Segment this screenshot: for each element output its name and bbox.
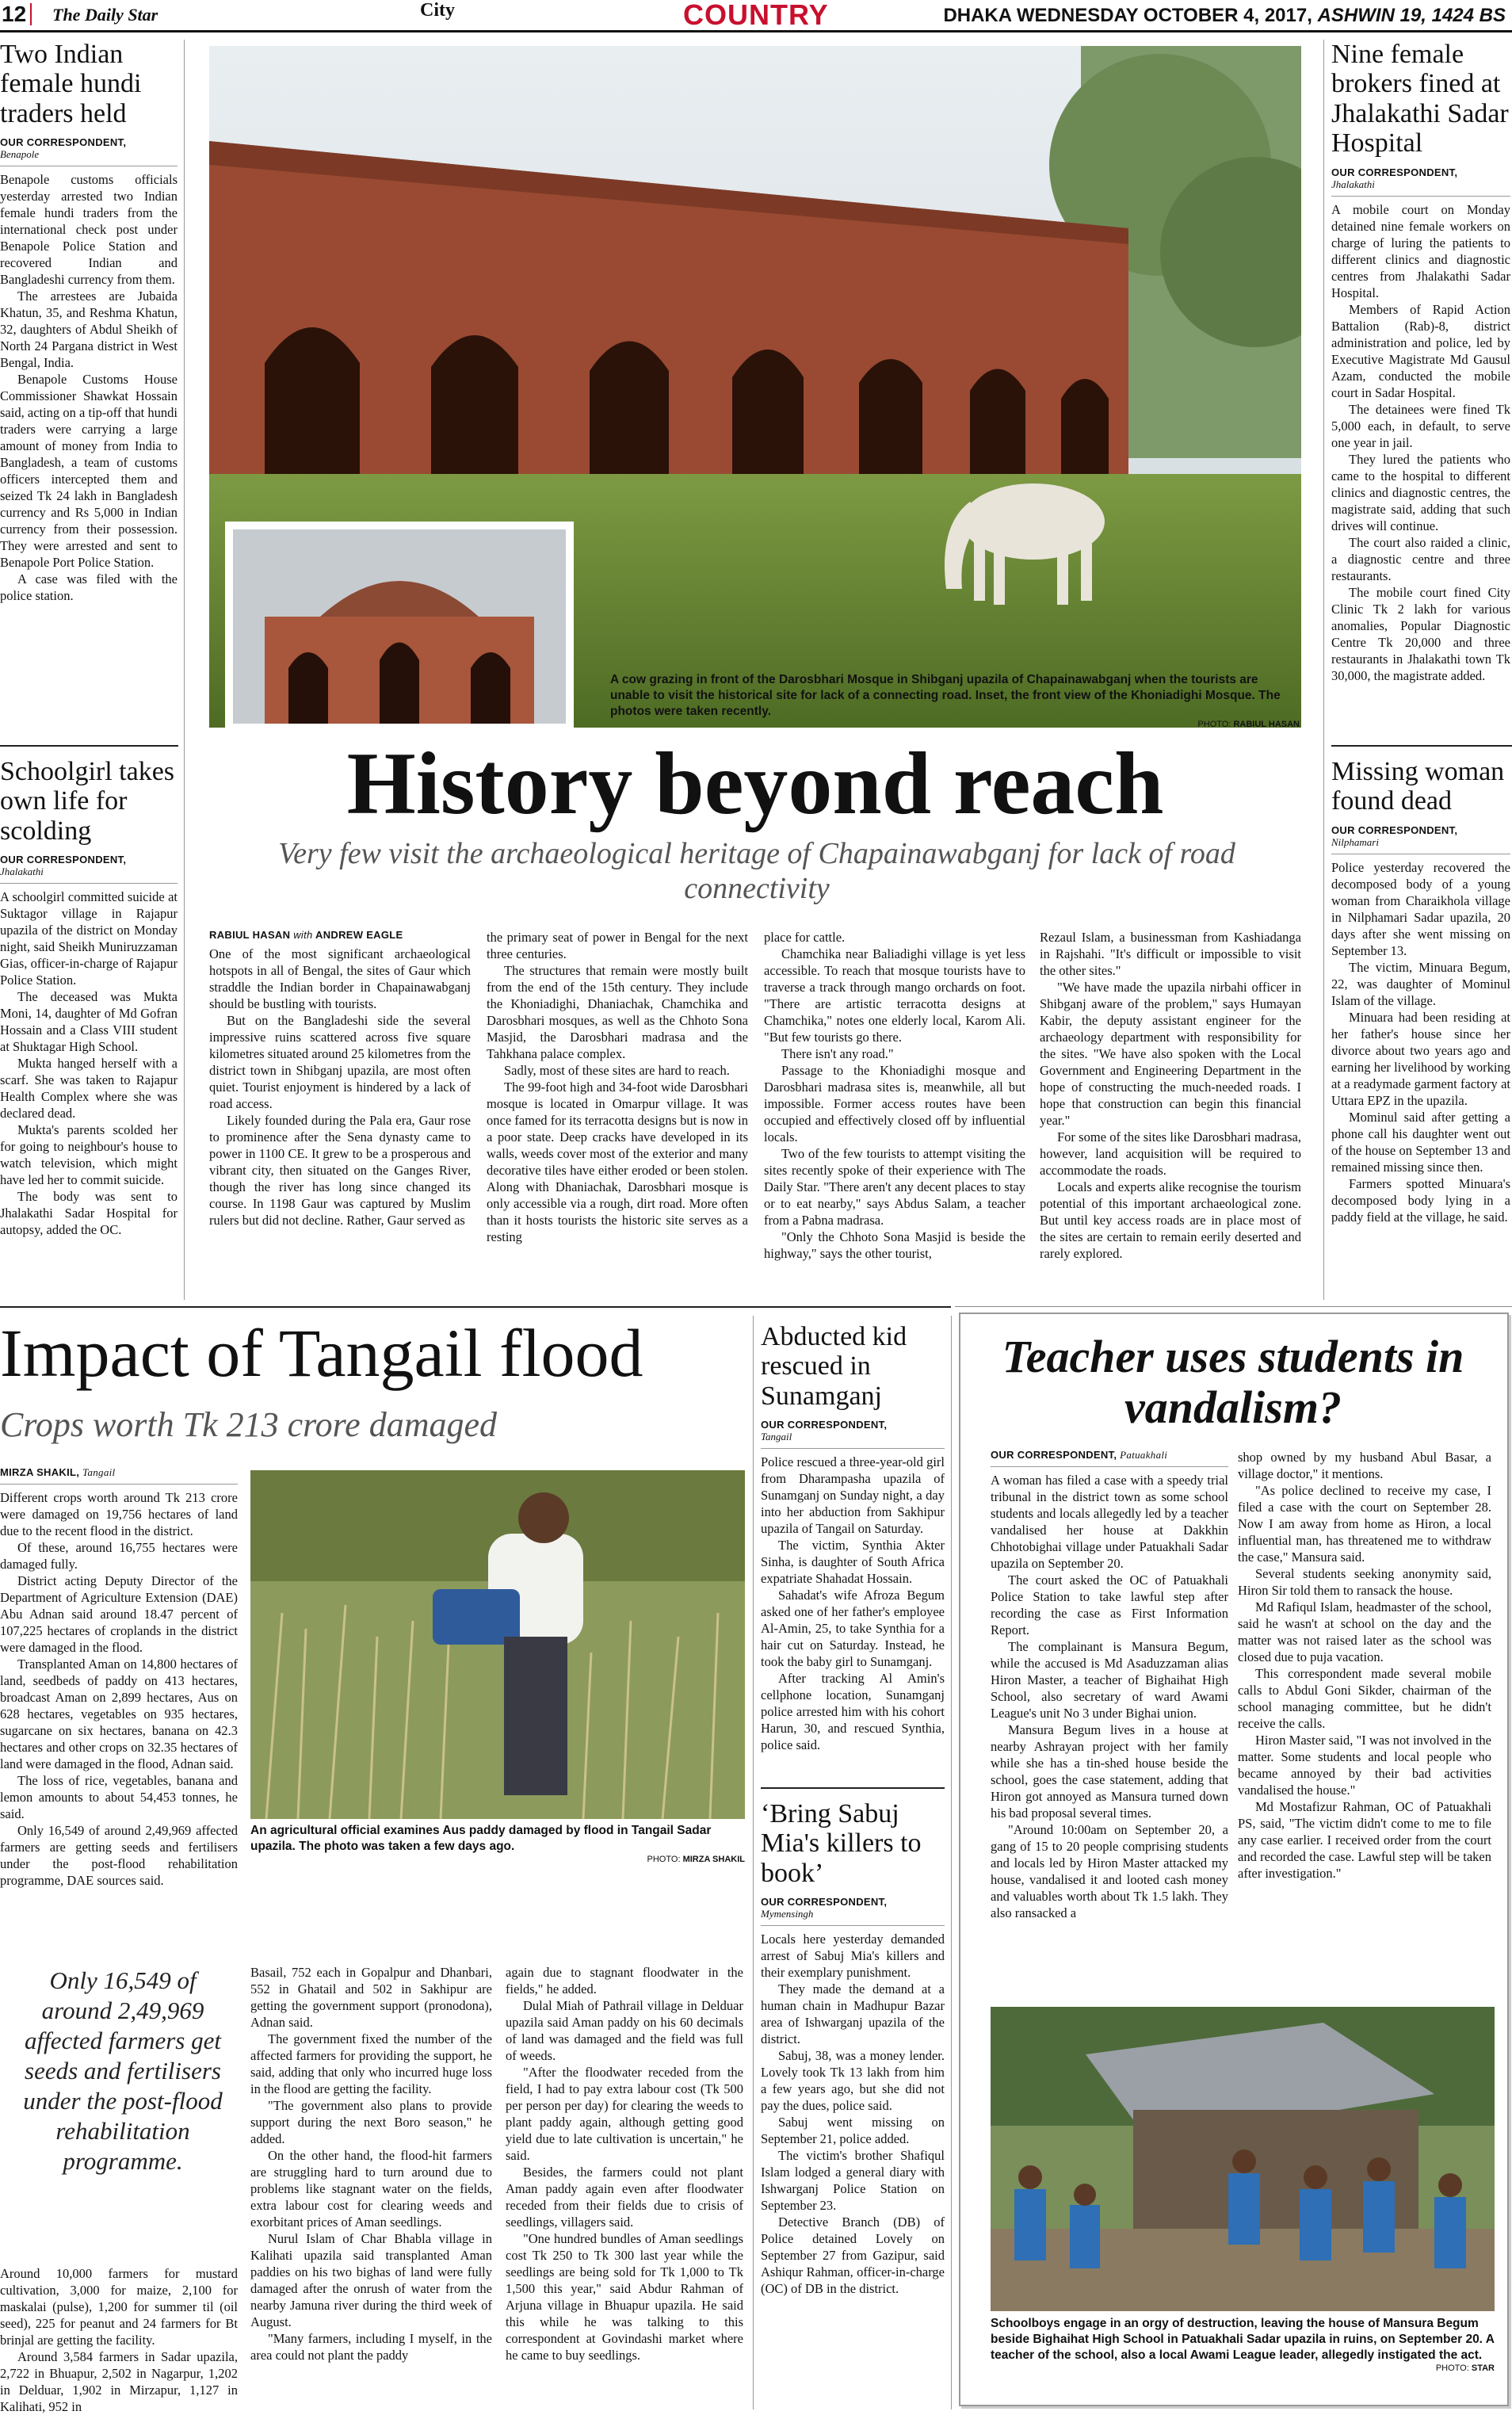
flood-photo-caption: An agricultural official examines Aus paddy damaged by flood in Tangail Sadar upazila. The photo was taken a few days ago. PHOTO: MIRZA SHAKIL bbox=[250, 1824, 745, 1864]
photo-credit: PHOTO: RABIUL HASAN bbox=[1197, 720, 1300, 729]
flood-column-3: again due to stagnant floodwater in the fields," he added. Dulal Miah of Pathrail village in Delduar upazila said Aman paddy on his 60 decimals of land was damaged and the field was full of weeds. "After the floodwater receded from the field, I had to pay extra labour cost (Tk 500 per person per day) for clearing the weeds to plant paddy again, although getting good yield due to late cultivation is uncertain," he said. Besides, the farmers could not plant Aman paddy again even after floodwater receded from their fields due to crisis of seedlings, villagers said. "One hundred bundles of Aman seedlings cost Tk 250 to Tk 300 last year while the seedlings are being sold for Tk 1,000 to Tk 1,500 this year," said Abdur Rahman of Arjuna village in Bhuapur upazila. He said this while he was talking to this correspondent at Govindashi market where he came to buy seedlings. bbox=[506, 1965, 743, 2363]
main-subheadline: Very few visit the archaeological heritage of Chapainawabganj for lack of road connectivity bbox=[278, 837, 1235, 905]
dateline: Tangail bbox=[761, 1431, 792, 1443]
history-column-2: the primary seat of power in Bengal for the next three centuries. The structures that remain were mostly built from the end of the 15th century. They include the Khoniadighi, Dhaniachak, Chamchika and Darosbhari mosques, as well as the Chhoto Sona Masjid, the Darosbhari madrasa and the Tahkhana palace complex. Sadly, most of these sites are hard to reach. The 99-foot high and 34-foot wide Darosbhari mosque is located in Omarpur village. It was once famed for its terracotta designs but is now in a poor state. Deep cracks have developed in its walls, weeds cover most of the exterior and many decorative tiles have either eroded or been stolen. Along with Dhaniachak, Darosbhari mosque is only accessible via a rough, dirt road. More often than it hosts tourists the historic site serves as a resting bbox=[487, 930, 748, 1244]
paddy-photo-graphic bbox=[250, 1470, 745, 1819]
teacher-column-2: shop owned by my husband Abul Basar, a village doctor," it mentions. "As police declined to receive my case, I filed a case with the court on September 28. Now I am away from home as Hiron, a local influential man, has threatened me to withdraw the case," Mansura said. Several students seeking anonymity said, Hiron Sir told them to ransack the house. Md Rafiqul Islam, headmaster of the school, said he wasn't at school on the day and the matter was not raised later as the school was closed due to puja vacation. This correspondent made several mobile calls to Abdul Goni Sikder, chairman of the school managing committee, but he didn't receive the calls. Hiron Master said, "I was not involved in the matter. Some students and local people who became annoyed by their bad activities vandalised the house." Md Mostafizur Rahman, OC of Patuakhali PS, said, "The victim didn't come to me to file any case earlier. I received order from the court and recorded the case. Lawful step will be taken after investigation." bbox=[1238, 1450, 1491, 1881]
story-missing-woman bbox=[1331, 757, 1510, 1225]
vandalism-photo-graphic bbox=[991, 2007, 1495, 2311]
paper-name: The Daily Star bbox=[52, 5, 158, 25]
dateline: Mymensingh bbox=[761, 1908, 814, 1920]
story-schoolgirl bbox=[0, 757, 178, 1238]
byline: OUR CORRESPONDENT, bbox=[0, 136, 127, 149]
history-column-1: RABIUL HASAN with ANDREW EAGLE One of the most significant archaeological hotspots in all of Bengal, the sites of Gaur which straddle the Indian border in Chapainawabganj should be bustling with tourists. But on the Bangladeshi side the several impressive ruins scattered across five square kilometres situated around 25 kilometres from the district town in Shibganj upazila, are most often quiet. Tourist enjoyment is hindered by a lack of road access. Likely founded during the Pala era, Gaur rose to prominence after the Sena dynasty came to power in 1100 CE. It grew to be a prosperous and vibrant city, then situated on the Ganges River, though the river has long since changed its course. In 1198 Gaur was captured by Muslim rulers but did not decline. Rather, Gaur served as bbox=[209, 929, 471, 1228]
flood-column-1: MIRZA SHAKIL, Tangail Different crops worth around Tk 213 crore were damaged on 19,756 hectares of land due to the recent flood in the district. Of these, around 16,755 hectares were damaged fully. District acting Deputy Director of the Department of Agriculture Extension (DAE) Abu Adnan said around 18.47 percent of 107,225 hectares of croplands in the district were damaged in the flood. Transplanted Aman on 14,800 hectares of land, seedbeds of paddy on 413 hectares, broadcast Aman on 2,899 hectares, Aus on 628 hectares, vegetables on 935 hectares, sugarcane on six hectares, banana on 42.3 hectares and other crops on 32.35 hectares of land were damaged in the flood, Adnan said. The loss of rice, vegetables, banana and lemon amounts to about 54,453 tonnes, he said. Only 16,549 of around 2,49,969 affected farmers are getting seeds and fertilisers under the post-flood rehabilitation programme, DAE sources said. bbox=[0, 1466, 238, 1888]
section-label: COUNTRY bbox=[683, 0, 829, 31]
story-rule bbox=[0, 745, 178, 747]
story-abducted: Abducted kid rescued in Sunamganj OUR CORRESPONDENT, Tangail Police rescued a three-year-old girl from Dharampasha upazila of Sunamganj on Sunday night, a day into her abduction from Sakhipur upazila of Tangail on Saturday. The victim, Synthia Akter Sinha, is daughter of South Africa expatriate Shahadat Hossain. Sahadat's wife Afroza Begum asked one of her father's employee Al-Amin, 25, to take Synthia for a hair cut on Saturday. Instead, he took the baby girl to Sunamganj. After tracking Al Amin's cellphone location, Sunamganj police arrested him with his cohort Harun, 30, and rescued Synthia, police said. bbox=[761, 1322, 945, 1753]
photo-credit: PHOTO: STAR bbox=[1435, 2363, 1495, 2373]
story-hundi bbox=[0, 40, 178, 604]
story-body: A mobile court on Monday detained nine female workers on charge of luring the patients to different clinics and diagnostic centres from Jhalakathi Sadar Hospital. Members of Rapid Action Battalion (Rab)-8, district administration and police, led by Executive Magistrate Md Gausul Azam, conducted the mobile court in Sadar Hospital. The detainees were fined Tk 5,000 each, in default, to serve one year in jail. They lured the patients who came to the hospital to different clinics and diagnostic centres, the magistrate said, adding that such drives will continue. The court also raided a clinic, a diagnostic centre and three restaurants. The mobile court fined City Clinic Tk 2 lakh for various anomalies, Popular Diagnostic Centre Tk 20,000 and three restaurants in Jhalakathi town Tk 30,000, the magistrate added. bbox=[1331, 201, 1510, 683]
paddy-photo bbox=[250, 1470, 745, 1819]
headline: Missing woman found dead bbox=[1331, 757, 1505, 816]
story-brokers bbox=[1331, 40, 1510, 684]
flood-column-1-bottom: Around 10,000 farmers for mustard cultivation, 3,000 for maize, 2,100 for maskalai (pulse), 1,200 for summer til (oil seed), 225 for peanut and 24 farmers for Bt brinjal are getting the facility. Around 3,584 farmers in Sadar upazila, 2,722 in Bhuapur, 2,502 in Nagarpur, 1,202 in Delduar, 1,902 in Mirzapur, 1,127 in Kalihati, 952 in bbox=[0, 2266, 238, 2414]
main-headline: History beyond reach bbox=[346, 735, 1164, 833]
masthead bbox=[0, 0, 1512, 32]
story-sabuj: ‘Bring Sabuj Mia's killers to book’ OUR CORRESPONDENT, Mymensingh Locals here yesterday demanded arrest of Sabuj Mia's killers and their exemplary punishment. They made the demand at a human chain in Madhupur Bazar area of Ishwarganj upazila of the district. Sabuj, 38, was a money lender. Lovely took Tk 13 lakh from him a few years ago, but she did not pay the dues, police said. Sabuj went missing on September 21, police added. The victim's brother Shafiqul Islam lodged a general diary with Ishwarganj Police Station on September 23. Detective Branch (DB) of Police detained Lovely on September 27 from Gazipur, said Ashiqur Rahman, officer-in-charge (OC) of DB in the district. bbox=[761, 1799, 945, 2297]
byline: OUR CORRESPONDENT, bbox=[1331, 166, 1458, 178]
story-rule bbox=[1331, 745, 1512, 747]
teacher-column-1: OUR CORRESPONDENT, Patuakhali A woman has filed a case with a speedy trial tribunal in the district town as some school students and locals allegedly led by a teacher vandalised her house at Dakkhin Chhotobighai village under Patuakhali Sadar upazila on September 20. The court asked the OC of Patuakhali Police Station to take lawful step after recording the case as First Information Report. The complainant is Mansura Begum, while the accused is Md Asaduzzaman alias Hiron Master, a teacher of Bighaihat High School, also secretary of ward Awami League's unit No 3 under Bighai union. Mansura Begum lives in a house at nearby Ashrayan project with her family while she has a tin-shed house beside the school, goes the case statement, adding that Hiron got annoyed as Mansura turned down his bad proposal several times. "Around 10:00am on September 20, a gang of 15 to 20 people comprising students and locals led by Hiron Master attacked my house, vandalised it and looted cash money and valuables worth about Tk 1.5 lakh. They also ransacked a bbox=[991, 1449, 1228, 1920]
headline: Abducted kid rescued in Sunamganj bbox=[761, 1322, 907, 1411]
story-body: Benapole customs officials yesterday arrested two Indian female hundi traders from the international check post under Benapole Police Station and recovered Indian and Bangladeshi currency from them. The arrestees are Jubaida Khatun, 35, and Reshma Khatun, 32, daughters of Abdul Sheikh of North 24 Pargana district in West Bengal, India. Benapole Customs House Commissioner Shawkat Hossain said, acting on a tip-off that hundi traders were carrying a large amount of money from India to Bangladesh, a team of customs officers intercepted them and seized Tk 24 lakh in Bangladesh currency and Rs 5,000 in Indian currency from their possession. They were arrested and sent to Benapole Port Police Station. A case was filed with the police station. bbox=[0, 172, 178, 604]
flood-subheadline: Crops worth Tk 213 crore damaged bbox=[0, 1405, 497, 1444]
headline: Nine female brokers fined at Jhalakathi Sadar Hospital bbox=[1331, 40, 1509, 159]
headline: ‘Bring Sabuj Mia's killers to book’ bbox=[761, 1799, 922, 1888]
mosque-photo bbox=[209, 46, 1301, 728]
column-rule bbox=[753, 1316, 754, 2409]
byline: OUR CORRESPONDENT, bbox=[0, 854, 127, 866]
flood-column-2: Basail, 752 each in Gopalpur and Dhanbari, 552 in Ghatail and 502 in Sakhipur are getting the government support (pronodona), Adnan said. The government fixed the number of the affected farmers for providing the support, he said, adding that only who incurred huge loss in the flood are getting the facility. "The government also plans to provide support during the next Boro season," he added. On the other hand, the flood-hit farmers are struggling hard to turn around due to problems like stagnant water on the fields, extra labour cost for clearing weeds and exorbitant prices of Aman seedlings. Nurul Islam of Char Bhabla village in Kalihati upazila said transplanted Aman paddies on his two bighas of land were fully damaged after the onrush of water from the nearby Jamuna river during the third week of August. "Many farmers, including I myself, in the area could not plant the paddy bbox=[250, 1965, 492, 2363]
flood-headline: Impact of Tangail flood bbox=[0, 1315, 643, 1391]
page-number: 12 bbox=[2, 2, 27, 26]
teacher-headline: Teacher uses students in vandalism? bbox=[1002, 1331, 1464, 1433]
dateline: Jhalakathi bbox=[1331, 178, 1375, 190]
story-body: A schoolgirl committed suicide at Suktagor village in Rajapur upazila of the district on Monday night, said Sheikh Muniruzzaman Gias, officer-in-charge of Rajapur Police Station. The deceased was Mukta Moni, 14, daughter of Md Gofran Hossain and a Class VIII student at Shuktagar High School. Mukta hanged herself with a scarf. She was taken to Rajapur Health Complex where she was declared dead. Mukta's parents scolded her for going to neighbour's house to watch television, which might have led her to commit suicide. The body was sent to Jhalakathi Sadar Hospital for autopsy, added the OC. bbox=[0, 889, 178, 1238]
masthead-divider bbox=[30, 3, 32, 25]
pullquote: Only 16,549 of around 2,49,969 affected farmers get seeds and fertilisers under the post-flood rehabilitation programme. bbox=[23, 1966, 223, 2175]
dateline: Jhalakathi bbox=[0, 866, 44, 878]
dateline: Nilphamari bbox=[1331, 835, 1379, 848]
byline: RABIUL HASAN with ANDREW EAGLE bbox=[209, 929, 403, 941]
photo-caption: A cow grazing in front of the Darosbhari Mosque in Shibganj upazila of Chapainawabganj when the tourists are unable to visit the historical site for lack of a connecting road. Inset, the front view of the Khoniadighi Mosque. The photos were taken recently. PHOTO: RABIUL HASAN bbox=[610, 673, 1300, 729]
section-rule bbox=[955, 1306, 1512, 1307]
column-rule bbox=[1323, 40, 1324, 1300]
byline: OUR CORRESPONDENT, bbox=[761, 1896, 888, 1909]
history-column-3: place for cattle. Chamchika near Baliadighi village is yet less accessible. To reach that mosque tourists have to traverse a track through mango orchards on foot. "There are artistic terracotta designs at Chamchika," notes one elderly local, Karom Ali. "But few tourists go there. There isn't any road." Passage to the Khoniadighi mosque and Darosbhari madrasa sites is, meanwhile, all but impossible. Former access routes have been occupied and effectively closed off by influential locals. Two of the few tourists to attempt visiting the sites recently spoke of their experience with The Daily Star. "There aren't any decent places to stay or to eat nearby," says Abdus Salam, a teacher from a Pabna madrasa. "Only the Chhoto Sona Masjid is beside the highway," says the other tourist, bbox=[764, 930, 1025, 1261]
byline: OUR CORRESPONDENT, Patuakhali bbox=[991, 1449, 1168, 1461]
headline: Schoolgirl takes own life for scolding bbox=[0, 757, 175, 846]
byline: OUR CORRESPONDENT, bbox=[1331, 823, 1458, 836]
zone-label: City bbox=[420, 0, 455, 21]
teacher-photo-caption: Schoolboys engage in an orgy of destruction, leaving the house of Mansura Begum beside Bighaihat High School in Patuakhali Sadar upazila in ruins, on September 20. A teacher of the school, also a local Awami League leader, allegedly instigated the act. PHOTO: STAR bbox=[991, 2317, 1495, 2373]
headline: Two Indian female hundi traders held bbox=[0, 40, 142, 128]
issue-date: DHAKA WEDNESDAY OCTOBER 4, 2017, ASHWIN 19, 1424 BS bbox=[943, 5, 1506, 26]
history-column-4: Rezaul Islam, a businessman from Kashiadanga in Rajshahi. "It's difficult or impossible to visit the other sites." "We have made the upazila nirbahi officer in Shibganj aware of the problem," says Humayan Kabir, the deputy assistant engineer for the archaeology department with responsibility for the sites. "We have also spoken with the Local Government and Engineering Department in the hope of constructing the much-needed roads. I hope that construction can begin this financial year." For some of the sites like Darosbhari madrasa, however, land acquisition will be required to accommodate the roads. Locals and experts alike recognise the tourism potential of this important archaeological zone. But until key access roads are in place most of the sites are certain to remain eerily deserted and rarely explored. bbox=[1040, 930, 1301, 1261]
byline: MIRZA SHAKIL, Tangail bbox=[0, 1466, 116, 1478]
vandalism-photo bbox=[991, 2007, 1495, 2311]
photo-credit: PHOTO: MIRZA SHAKIL bbox=[647, 1855, 745, 1864]
column-rule bbox=[951, 1316, 952, 2409]
section-rule bbox=[0, 1306, 951, 1308]
byline: OUR CORRESPONDENT, bbox=[761, 1419, 888, 1431]
column-rule bbox=[184, 40, 185, 1300]
mosque-photo-graphic bbox=[209, 46, 1301, 728]
dateline: Benapole bbox=[0, 148, 40, 161]
story-rule bbox=[761, 1787, 945, 1789]
story-body: Police yesterday recovered the decomposed body of a young woman from Charaikhola village in Nilphamari Sadar upazila, 20 days after she went missing on September 13. The victim, Minuara Begum, 22, was daughter of Mominul Islam of the village. Minuara had been residing at her father's house since her divorce about two years ago and earning her livelihood by working at a readymade garment factory at Uttara EPZ in the upazila. Mominul said after getting a phone call his daughter went out of the house on September 13 and remained missing since then. Farmers spotted Minuara's decomposed body lying in a paddy field at the village, he said. bbox=[1331, 859, 1510, 1225]
